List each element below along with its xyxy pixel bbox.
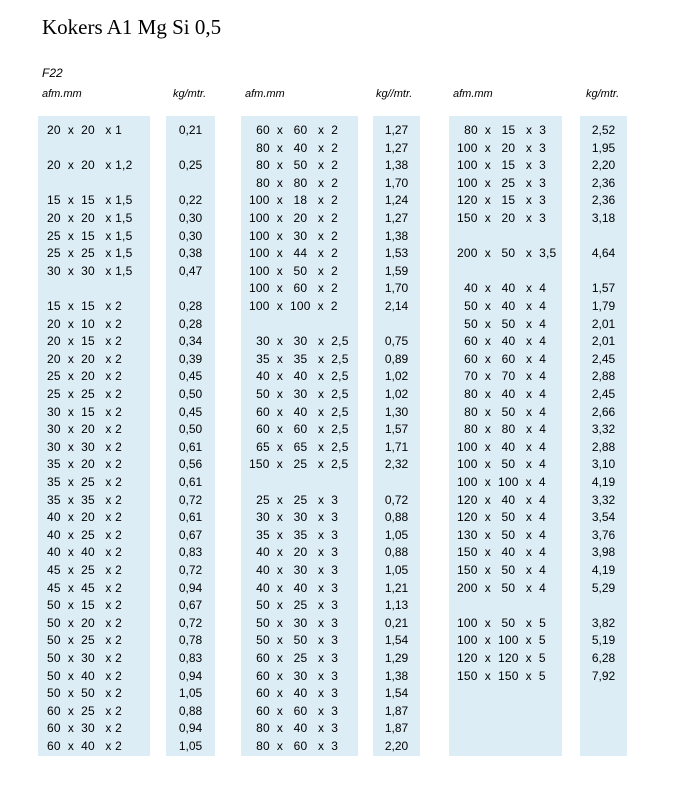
profile-dimensions: 60 x 30 x 3: [249, 668, 339, 683]
profile-dimensions: 50 x 30 x 3: [249, 615, 339, 630]
profile-weight: 0,28: [178, 299, 203, 313]
profile-weight: 0,83: [178, 545, 203, 560]
profile-weight: 1,87: [384, 703, 409, 718]
profile-weight: 4,19: [591, 475, 616, 489]
profile-dimensions: 20 x 20 x 1,2: [47, 158, 133, 173]
profile-weight: 1,05: [178, 686, 203, 701]
profile-dimensions: 200 x 50 x 4: [457, 580, 546, 595]
profile-weight: 1,24: [384, 193, 409, 208]
profile-weight: 1,70: [384, 175, 409, 190]
profile-weight: 4,64: [591, 246, 616, 261]
profile-weight: 1,53: [384, 246, 409, 261]
profile-weight: 2,14: [384, 299, 409, 313]
profile-dimensions: 50 x 25 x 2: [47, 633, 123, 648]
profile-dimensions: 25 x 15 x 1,5: [47, 228, 133, 243]
profile-weight: 0,45: [178, 369, 203, 384]
profile-dimensions: 20 x 20 x 1: [47, 123, 123, 137]
profile-weight: 1,13: [384, 598, 409, 613]
profile-weight: 3,76: [591, 527, 616, 542]
profile-dimensions: 40 x 25 x 2: [47, 527, 123, 542]
profile-weight: 1,54: [384, 686, 409, 701]
profile-weight: 1,05: [384, 563, 409, 577]
profile-dimensions: 50 x 30 x 2: [47, 651, 123, 665]
profile-weight: 1,54: [384, 633, 409, 648]
profile-dimensions: 45 x 25 x 2: [47, 563, 123, 577]
profile-dimensions: 30 x 20 x 2: [47, 422, 123, 437]
profile-dimensions: 150 x 150 x 5: [457, 668, 546, 683]
profile-dimensions: 120 x 40 x 4: [457, 492, 546, 507]
profile-dimensions: 100 x 100 x 4: [457, 475, 546, 489]
profile-weight: 0,28: [178, 316, 203, 331]
profile-weight: 0,72: [178, 492, 203, 507]
profile-dimensions: 30 x 30 x 2: [47, 439, 123, 454]
header-weight-3: kg/mtr.: [586, 88, 620, 100]
profile-weight: 0,94: [178, 721, 203, 736]
profile-dimensions: 60 x 60 x 3: [249, 703, 339, 718]
profile-weight: 0,39: [178, 351, 203, 366]
profile-weight: 2,66: [591, 404, 616, 419]
profile-dimensions: 50 x 20 x 2: [47, 615, 123, 630]
profile-weight: 6,28: [591, 651, 616, 665]
profile-dimensions: 35 x 25 x 2: [47, 475, 123, 489]
profile-dimensions: 35 x 35 x 2,5: [249, 351, 349, 366]
header-weight-1: kg/mtr.: [173, 88, 207, 100]
profile-weight: 1,38: [384, 158, 409, 173]
profile-weight: 1,87: [384, 721, 409, 736]
profile-weight: 0,67: [178, 527, 203, 542]
profile-dimensions: 80 x 60 x 3: [249, 739, 339, 753]
profile-weight: 1,79: [591, 299, 616, 313]
profile-weight: 0,25: [178, 158, 203, 173]
profile-weight: 0,61: [178, 439, 203, 454]
profile-dimensions: 50 x 15 x 2: [47, 598, 123, 613]
profile-weight: 1,27: [384, 123, 409, 137]
profile-dimensions: 40 x 40 x 4: [457, 281, 547, 296]
profile-weight: 0,75: [384, 334, 409, 349]
profile-dimensions: 100 x 60 x 2: [249, 281, 338, 296]
profile-weight: 0,50: [178, 422, 203, 437]
profile-dimensions: 60 x 30 x 2: [47, 721, 123, 736]
profile-weight: 2,45: [591, 387, 616, 401]
profile-dimensions: 60 x 60 x 4: [457, 351, 547, 366]
profile-weight: 0,47: [178, 263, 203, 278]
profile-dimensions: 40 x 40 x 2,5: [249, 369, 349, 384]
profile-dimensions: 20 x 10 x 2: [47, 316, 123, 331]
profile-dimensions: 65 x 65 x 2,5: [249, 439, 349, 454]
profile-dimensions: 80 x 15 x 3: [457, 123, 547, 137]
profile-weight: 2,20: [384, 739, 409, 753]
profile-weight: 0,34: [178, 334, 203, 349]
profile-dimensions: 100 x 44 x 2: [249, 246, 338, 261]
profile-dimensions: 100 x 20 x 3: [457, 140, 546, 155]
profile-dimensions: 100 x 25 x 3: [457, 175, 546, 190]
profile-weight: 1,27: [384, 140, 409, 155]
profile-weight: 2,01: [591, 334, 616, 349]
profile-dimensions: 100 x 40 x 4: [457, 439, 546, 454]
profile-weight: 0,88: [384, 510, 409, 525]
profile-dimensions: 120 x 50 x 4: [457, 510, 546, 525]
profile-dimensions: 35 x 35 x 3: [249, 527, 339, 542]
profile-dimensions: 150 x 50 x 4: [457, 563, 546, 577]
profile-weight: 3,32: [591, 422, 616, 437]
profile-dimensions: 30 x 30 x 1,5: [47, 263, 133, 278]
profile-dimensions: 100 x 100 x 5: [457, 633, 546, 648]
profile-weight: 0,56: [178, 457, 203, 472]
profile-weight: 1,05: [384, 527, 409, 542]
profile-weight: 2,01: [591, 316, 616, 331]
profile-weight: 4,19: [591, 563, 616, 577]
profile-weight: 7,92: [591, 668, 616, 683]
profile-dimensions: 35 x 35 x 2: [47, 492, 123, 507]
profile-dimensions: 80 x 50 x 4: [457, 404, 547, 419]
profile-dimensions: 100 x 15 x 3: [457, 158, 546, 173]
profile-weight: 0,50: [178, 387, 203, 401]
profile-dimensions: 100 x 30 x 2: [249, 228, 338, 243]
header-weight-2: kg//mtr.: [376, 88, 413, 100]
profile-weight: 1,21: [384, 580, 409, 595]
profile-dimensions: 25 x 25 x 3: [249, 492, 339, 507]
profile-dimensions: 60 x 40 x 4: [457, 334, 547, 349]
profile-dimensions: 50 x 50 x 4: [457, 316, 547, 331]
header-dimensions-3: afm.mm: [453, 88, 493, 100]
profile-weight: 0,30: [178, 228, 203, 243]
profile-dimensions: 100 x 50 x 4: [457, 457, 546, 472]
profile-weight: 3,98: [591, 545, 616, 560]
profile-dimensions: 50 x 50 x 2: [47, 686, 123, 701]
profile-dimensions: 20 x 20 x 2: [47, 351, 123, 366]
profile-dimensions: 60 x 40 x 2,5: [249, 404, 349, 419]
profile-weight: 0,94: [178, 668, 203, 683]
profile-weight: 2,45: [591, 351, 616, 366]
profile-dimensions: 150 x 40 x 4: [457, 545, 546, 560]
profile-dimensions: 50 x 30 x 2,5: [249, 387, 349, 401]
profile-dimensions: 40 x 20 x 3: [249, 545, 339, 560]
profile-weight: 1,57: [384, 422, 409, 437]
profile-dimensions: 80 x 80 x 2: [249, 175, 339, 190]
profile-dimensions: 150 x 20 x 3: [457, 211, 546, 225]
profile-weight: 0,88: [178, 703, 203, 718]
profile-dimensions: 40 x 40 x 2: [47, 545, 123, 560]
profile-weight: 1,29: [384, 651, 409, 665]
profile-dimensions: 15 x 15 x 1,5: [47, 193, 133, 208]
profile-weight: 5,29: [591, 580, 616, 595]
profile-dimensions: 35 x 20 x 2: [47, 457, 123, 472]
profile-dimensions: 50 x 50 x 3: [249, 633, 339, 648]
profile-dimensions: 80 x 50 x 2: [249, 158, 339, 173]
header-dimensions-2: afm.mm: [245, 88, 285, 100]
profile-weight: 3,54: [591, 510, 616, 525]
profile-dimensions: 100 x 50 x 2: [249, 263, 338, 278]
profile-dimensions: 150 x 25 x 2,5: [249, 457, 349, 472]
profile-dimensions: 80 x 40 x 4: [457, 387, 547, 401]
profile-dimensions: 30 x 30 x 2,5: [249, 334, 349, 349]
profile-weight: 1,05: [178, 739, 203, 753]
profile-weight: 2,88: [591, 439, 616, 454]
profile-weight: 2,52: [591, 123, 616, 137]
profile-dimensions: 40 x 40 x 3: [249, 580, 339, 595]
profile-dimensions: 100 x 20 x 2: [249, 211, 338, 225]
profile-weight: 1,59: [384, 263, 409, 278]
header-dimensions-1: afm.mm: [42, 88, 82, 100]
profile-weight: 0,89: [384, 351, 409, 366]
profile-weight: 1,71: [384, 439, 409, 454]
profile-dimensions: 200 x 50 x 3,5: [457, 246, 557, 261]
profile-dimensions: 100 x 50 x 5: [457, 615, 546, 630]
profile-dimensions: 40 x 30 x 3: [249, 563, 339, 577]
profile-weight: 3,32: [591, 492, 616, 507]
profile-weight: 1,27: [384, 211, 409, 225]
profile-weight: 0,61: [178, 475, 203, 489]
profile-weight: 1,30: [384, 404, 409, 419]
profile-dimensions: 120 x 15 x 3: [457, 193, 546, 208]
profile-dimensions: 60 x 40 x 3: [249, 686, 339, 701]
profile-dimensions: 130 x 50 x 4: [457, 527, 546, 542]
profile-dimensions: 80 x 40 x 3: [249, 721, 339, 736]
profile-dimensions: 25 x 25 x 2: [47, 387, 123, 401]
profile-weight: 1,02: [384, 387, 409, 401]
profile-weight: 0,45: [178, 404, 203, 419]
profile-weight: 0,61: [178, 510, 203, 525]
profile-dimensions: 60 x 25 x 2: [47, 703, 123, 718]
profile-dimensions: 30 x 15 x 2: [47, 404, 123, 419]
profile-weight: 0,21: [384, 615, 409, 630]
profile-weight: 0,88: [384, 545, 409, 560]
profile-dimensions: 25 x 25 x 1,5: [47, 246, 133, 261]
profile-dimensions: 60 x 60 x 2: [249, 123, 339, 137]
profile-weight: 0,21: [178, 123, 203, 137]
profile-weight: 1,57: [591, 281, 616, 296]
profile-weight: 2,36: [591, 175, 616, 190]
profile-weight: 2,32: [384, 457, 409, 472]
profile-weight: 0,72: [178, 615, 203, 630]
profile-dimensions: 20 x 20 x 1,5: [47, 211, 133, 225]
profile-weight: 0,72: [384, 492, 409, 507]
profile-dimensions: 15 x 15 x 2: [47, 299, 123, 313]
profile-dimensions: 40 x 20 x 2: [47, 510, 123, 525]
profile-dimensions: 30 x 30 x 3: [249, 510, 339, 525]
profile-dimensions: 80 x 40 x 2: [249, 140, 339, 155]
profile-weight: 1,38: [384, 668, 409, 683]
profile-dimensions: 60 x 40 x 2: [47, 739, 123, 753]
profile-weight: 1,38: [384, 228, 409, 243]
profile-dimensions: 100 x 100 x 2: [249, 299, 338, 313]
profile-weight: 0,67: [178, 598, 203, 613]
profile-dimensions: 120 x 120 x 5: [457, 651, 546, 665]
product-code: F22: [42, 66, 63, 80]
profile-dimensions: 50 x 40 x 2: [47, 668, 123, 683]
profile-weight: 0,72: [178, 563, 203, 577]
page-title: Kokers A1 Mg Si 0,5: [42, 15, 222, 39]
profile-weight: 1,95: [591, 140, 616, 155]
profile-dimensions: 50 x 40 x 4: [457, 299, 547, 313]
profile-weight: 0,78: [178, 633, 203, 648]
profile-dimensions: 70 x 70 x 4: [457, 369, 547, 384]
profile-weight: 1,02: [384, 369, 409, 384]
profile-weight: 1,70: [384, 281, 409, 296]
profile-weight: 2,20: [591, 158, 616, 173]
profile-dimensions: 20 x 15 x 2: [47, 334, 123, 349]
profile-dimensions: 50 x 25 x 3: [249, 598, 339, 613]
profile-weight: 3,82: [591, 615, 616, 630]
profile-weight: 2,36: [591, 193, 616, 208]
profile-weight: 0,30: [178, 211, 203, 225]
profile-dimensions: 100 x 18 x 2: [249, 193, 338, 208]
profile-weight: 3,18: [591, 211, 616, 225]
profile-weight: 3,10: [591, 457, 616, 472]
profile-dimensions: 60 x 25 x 3: [249, 651, 339, 665]
profile-dimensions: 60 x 60 x 2,5: [249, 422, 349, 437]
profile-weight: 0,94: [178, 580, 203, 595]
profile-dimensions: 25 x 20 x 2: [47, 369, 123, 384]
profile-weight: 2,88: [591, 369, 616, 384]
profile-weight: 0,83: [178, 651, 203, 665]
profile-weight: 0,38: [178, 246, 203, 261]
profile-weight: 0,22: [178, 193, 203, 208]
profile-dimensions: 45 x 45 x 2: [47, 580, 123, 595]
profile-weight: 5,19: [591, 633, 616, 648]
profile-dimensions: 80 x 80 x 4: [457, 422, 547, 437]
